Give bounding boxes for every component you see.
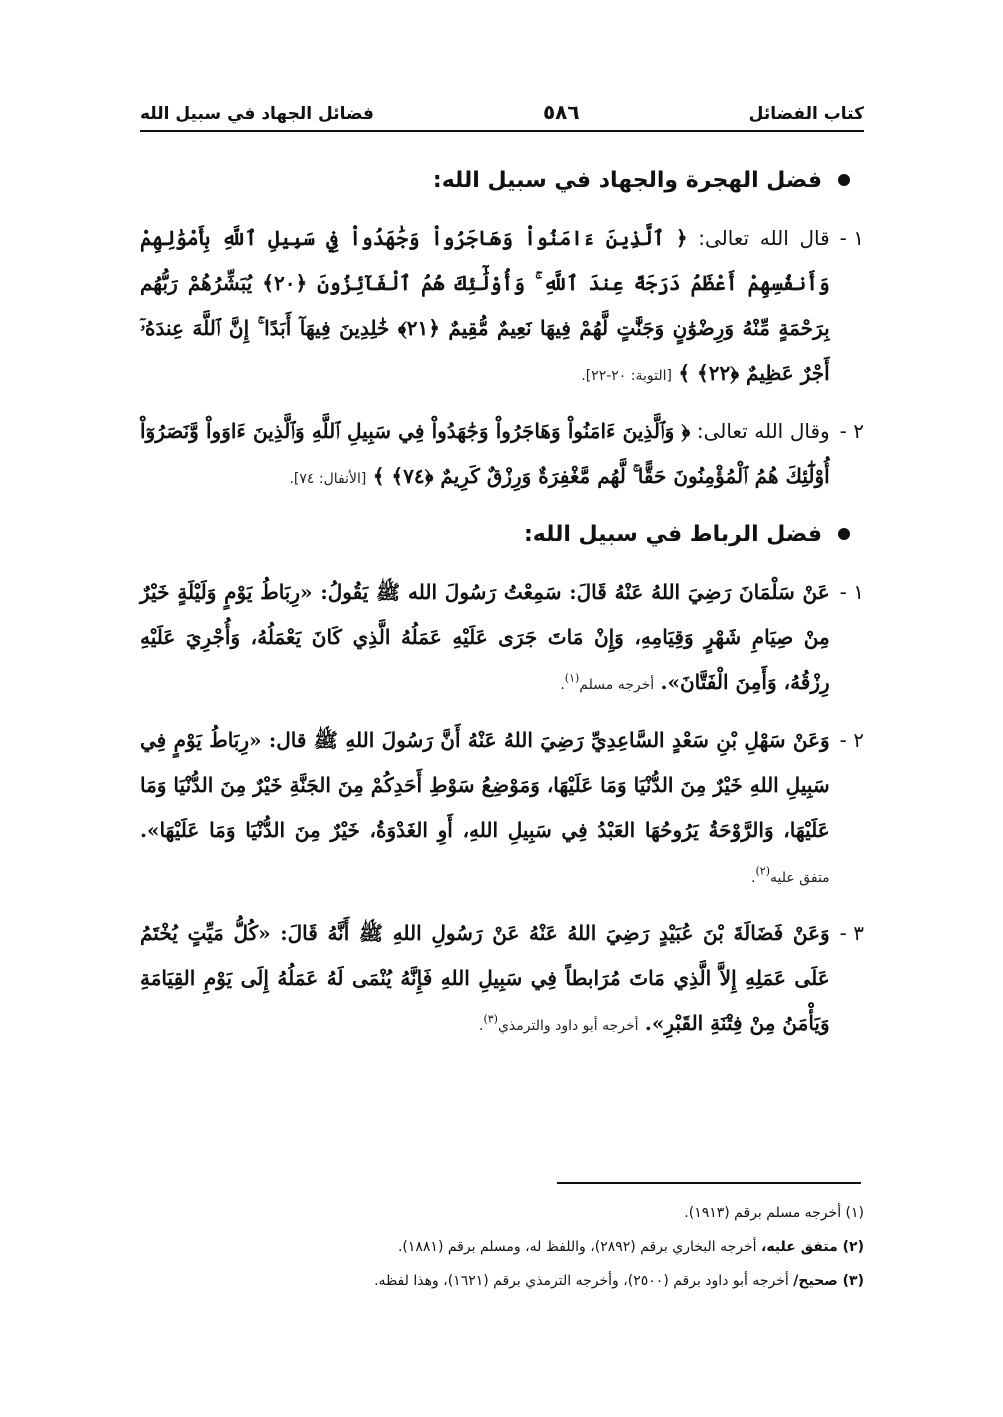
section-heading-hijra-jihad bbox=[140, 158, 864, 202]
hadith-text: وَعَنْ فَضَالَةَ بْنَ عُبَيْدٍ رَضِيَ اللهُ عَنْهُ عَنْ رَسُولِ اللهِ ﷺ أَنَّهُ قَالَ: «كُلُّ مَيِّتٍ يُخْتَمُ عَلَى عَمَلِهِ إِلاَّ الَّذِي مَاتَ مُرَابطاً فِي سَبِيلِ اللهِ فَإِنَّهُ يُنْمَى لَهُ عَمَلُهُ إِلَى يَوْمِ القِيَامَةِ وَيَأْمَنُ مِنْ فِتْنَةِ القَبْرِ». bbox=[140, 921, 830, 1035]
verse-citation: [الأنفال: ٧٤]. bbox=[289, 471, 367, 487]
header-book-title: كتاب الفضائل bbox=[748, 104, 864, 124]
footnote-2 bbox=[140, 1230, 864, 1264]
quran-verse: ﴿ وَٱلَّذِينَ ءَامَنُواْ وَهَاجَرُواْ وَجَٰهَدُواْ فِي سَبِيلِ ٱللَّهِ وَٱلَّذِينَ ءَاوَواْ وَّنَصَرُوٓاْ أُوْلَٰٓئِكَ هُمُ ٱلْمُؤْمِنُونَ حَقًّا ۚ لَّهُم مَّغْفِرَةٌ وَرِزْقٌ كَرِيمٌ ﴿٧٤﴾ ﴾ bbox=[140, 419, 830, 488]
footnotes bbox=[140, 1196, 864, 1298]
item-number: ١ - bbox=[839, 226, 864, 250]
bullet-icon bbox=[838, 528, 850, 540]
running-header bbox=[140, 96, 864, 124]
page-number: ٥٨٦ bbox=[542, 100, 580, 124]
hadith-citation: أخرجه أبو داود والترمذي bbox=[497, 1018, 639, 1034]
hadith-citation: أخرجه مسلم bbox=[579, 677, 655, 693]
verse-intro: وقال الله تعالى: bbox=[696, 419, 830, 443]
footnote-text: (١) أخرجه مسلم برقم (١٩١٣). bbox=[684, 1205, 864, 1221]
footnote-label: (٣) صحيح/ bbox=[793, 1273, 864, 1289]
item-number: ١ - bbox=[839, 580, 864, 604]
section-heading-ribat bbox=[140, 512, 864, 556]
footnote-ref[interactable]: (٣) bbox=[483, 1012, 498, 1026]
header-divider bbox=[140, 130, 864, 132]
bullet-icon bbox=[838, 174, 850, 186]
quran-verse: ﴿ ٱلَّذِينَ ءَامَنُواْ وَهَاجَرُواْ وَجَٰهَدُواْ فِي سَبِيلِ ٱللَّهِ بِأَمْوَٰلِهِمْ وَأَنفُسِهِمْ أَعْظَمُ دَرَجَةً عِندَ ٱللَّهِ ۚ وَأُوْلَٰٓئِكَ هُمُ ٱلْفَآئِزُونَ ﴿٢٠﴾ يُبَشِّرُهُمْ رَبُّهُم بِرَحْمَةٍ مِّنْهُ وَرِضْوَٰنٍ وَجَنَّٰتٍ لَّهُمْ فِيهَا نَعِيمٌ مُّقِيمٌ ﴿٢١﴾ خَٰلِدِينَ فِيهَآ أَبَدًا ۚ إِنَّ ٱللَّهَ عِندَهُۥٓ أَجْرٌ عَظِيمٌ ﴿٢٢﴾ ﴾ bbox=[140, 226, 830, 385]
hadith-text: وَعَنْ سَهْلِ بْنِ سَعْدٍ السَّاعِدِيِّ رَضِيَ اللهُ عَنْهُ أَنَّ رَسُولَ اللهِ ﷺ قال: «رِبَاطُ يَوْمٍ فِي سَبِيلِ اللهِ خَيْرٌ مِنَ الدُّنْيَا وَمَا عَلَيْهَا، وَمَوْضِعُ سَوْطِ أَحَدِكُمْ مِنَ الجَنَّةِ خَيْرٌ مِنَ الدُّنْيَا وَمَا عَلَيْهَا، وَالرَّوْحَةُ يَرُوحُهَا العَبْدُ فِي سَبِيلِ اللهِ، أَوِ الغَدْوَةُ، خَيْرٌ مِنَ الدُّنْيَا وَمَا عَلَيْهَا». bbox=[140, 728, 830, 842]
footnote-3 bbox=[140, 1264, 864, 1298]
verse-intro: قال الله تعالى: bbox=[698, 226, 830, 250]
footnote-ref[interactable]: (٢) bbox=[755, 864, 771, 878]
footnote-text: أخرجه البخاري برقم (٢٨٩٢)، واللفظ له، ومسلم برقم (١٨٨١). bbox=[397, 1239, 762, 1255]
footnote-divider bbox=[557, 1182, 861, 1184]
item-number: ٣ - bbox=[839, 921, 864, 945]
hadith-text: عَنْ سَلْمَانَ رَضِيَ اللهُ عَنْهُ قَالَ: سَمِعْتُ رَسُولَ الله ﷺ يَقُولُ: «رِبَاطُ يَوْمٍ وَلَيْلَةٍ خَيْرٌ مِنْ صِيَامِ شَهْرٍ وَقِيَامِهِ، وَإِنْ مَاتَ جَرَى عَلَيْهِ عَمَلُهُ الَّذِي كَانَ يَعْمَلُهُ، وَأُجْرِيَ عَلَيْهِ رِزْقُهُ، وَأَمِنَ الْفَتَّانَ». bbox=[140, 580, 830, 694]
hadith-item: ٢ - وَعَنْ سَهْلِ بْنِ سَعْدٍ السَّاعِدِيِّ رَضِيَ اللهُ عَنْهُ أَنَّ رَسُولَ اللهِ ﷺ قال: «رِبَاطُ يَوْمٍ فِي سَبِيلِ اللهِ خَيْرٌ مِنَ الدُّنْيَا وَمَا عَلَيْهَا، وَمَوْضِعُ سَوْطِ أَحَدِكُمْ مِنَ الجَنَّةِ خَيْرٌ مِنَ الدُّنْيَا وَمَا عَلَيْهَا، وَالرَّوْحَةُ يَرُوحُهَا العَبْدُ فِي سَبِيلِ اللهِ، أَوِ الغَدْوَةُ، خَيْرٌ مِنَ الدُّنْيَا وَمَا عَلَيْهَا». متفق عليه$^{(٢)}$. bbox=[140, 718, 864, 901]
hadith-item: ٣ - وَعَنْ فَضَالَةَ بْنَ عُبَيْدٍ رَضِيَ اللهُ عَنْهُ عَنْ رَسُولِ اللهِ ﷺ أَنَّهُ قَالَ: «كُلُّ مَيِّتٍ يُخْتَمُ عَلَى عَمَلِهِ إِلاَّ الَّذِي مَاتَ مُرَابطاً فِي سَبِيلِ اللهِ فَإِنَّهُ يُنْمَى لَهُ عَمَلُهُ إِلَى يَوْمِ القِيَامَةِ وَيَأْمَنُ مِنْ فِتْنَةِ القَبْرِ». أخرجه أبو داود والترمذي$^{(٣)}$. bbox=[140, 911, 864, 1049]
footnote-1 bbox=[140, 1196, 864, 1230]
item-number: ٢ - bbox=[839, 419, 864, 443]
verse-citation: [التوبة: ٢٠-٢٢]. bbox=[581, 368, 672, 384]
quran-item bbox=[140, 409, 864, 502]
footnote-ref[interactable]: (١) bbox=[564, 671, 580, 685]
item-number: ٢ - bbox=[839, 728, 864, 752]
section-title: فضل الهجرة والجهاد في سبيل الله: bbox=[432, 167, 822, 193]
section-title: فضل الرباط في سبيل الله: bbox=[523, 521, 822, 547]
hadith-item: ١ - عَنْ سَلْمَانَ رَضِيَ اللهُ عَنْهُ قَالَ: سَمِعْتُ رَسُولَ الله ﷺ يَقُولُ: «رِبَاطُ يَوْمٍ وَلَيْلَةٍ خَيْرٌ مِنْ صِيَامِ شَهْرٍ وَقِيَامِهِ، وَإِنْ مَاتَ جَرَى عَلَيْهِ عَمَلُهُ الَّذِي كَانَ يَعْمَلُهُ، وَأُجْرِيَ عَلَيْهِ رِزْقُهُ، وَأَمِنَ الْفَتَّانَ». أخرجه مسلم$^{(١)}$. bbox=[140, 570, 864, 708]
quran-item bbox=[140, 216, 864, 399]
header-chapter-title: فضائل الجهاد في سبيل الله bbox=[140, 104, 374, 124]
hadith-citation: متفق عليه bbox=[770, 870, 830, 886]
main-text bbox=[140, 158, 864, 1059]
footnote-label: (٢) متفق عليه، bbox=[761, 1239, 864, 1255]
footnote-text: أخرجه أبو داود برقم (٢٥٠٠)، وأخرجه الترمذي برقم (١٦٢١)، وهذا لفظه. bbox=[374, 1273, 794, 1289]
